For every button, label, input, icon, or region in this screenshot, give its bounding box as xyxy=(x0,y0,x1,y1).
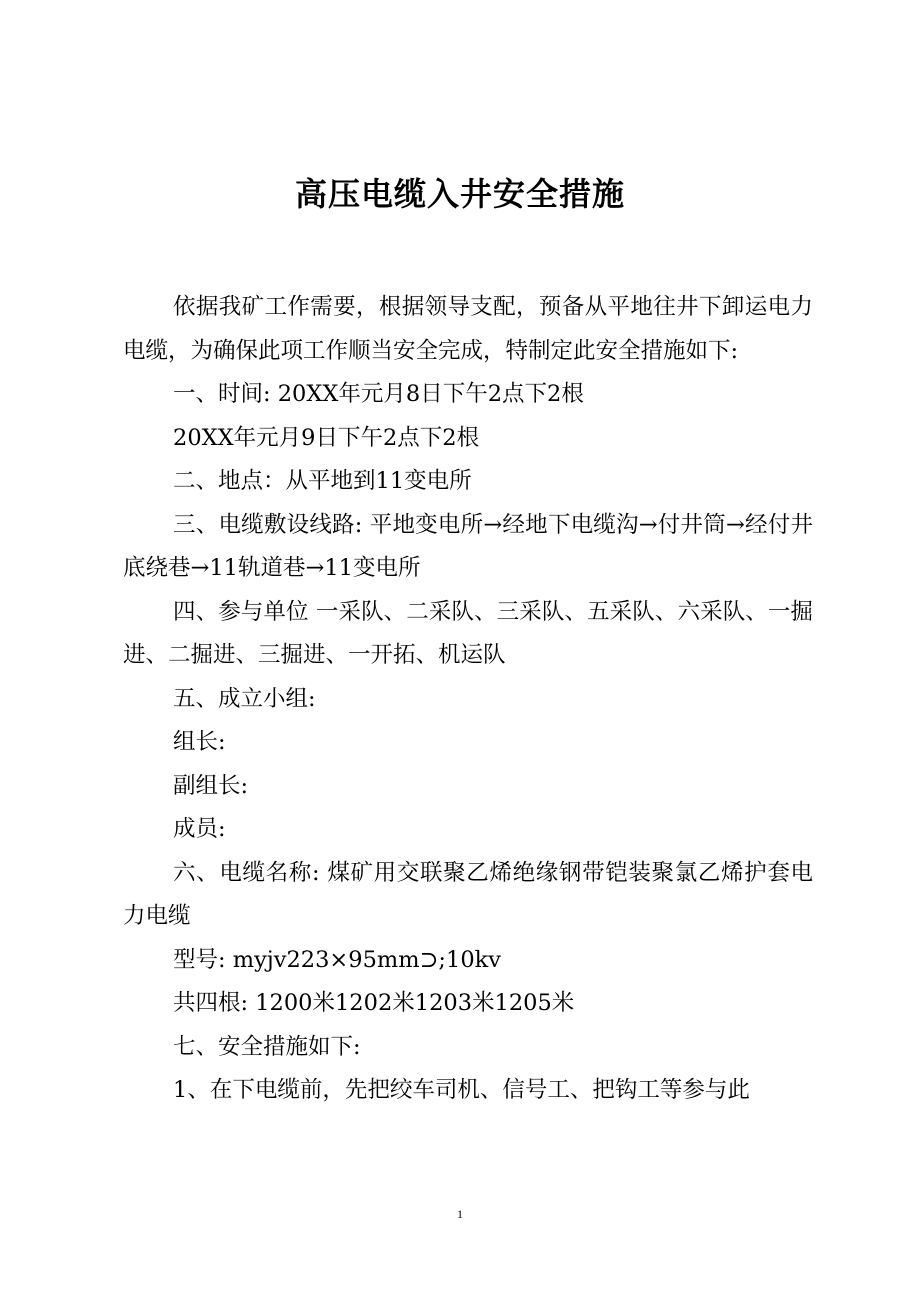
paragraph-safety-heading: 七、安全措施如下: xyxy=(173,1033,361,1060)
document-body xyxy=(123,286,813,1113)
paragraph-location: 二、地点：从平地到11变电所 xyxy=(173,468,472,494)
paragraph-leader: 组长: xyxy=(173,729,226,755)
paragraph-deputy-leader: 副组长: xyxy=(173,772,249,799)
paragraph-time-2: 20XX年元月9日下午2点下2根 xyxy=(173,424,480,451)
page-number: 1 xyxy=(457,1207,463,1221)
document-title: 高压电缆入井安全措施 xyxy=(294,175,625,213)
paragraph-route: 三、电缆敷设线路: 平地变电所→经地下电缆沟→付井筒→经付井底绕巷→11轨道巷→11变电所 xyxy=(123,511,813,581)
paragraph-members: 成员: xyxy=(173,816,226,842)
paragraph-lengths: 共四根: 1200米1202米1203米1205米 xyxy=(173,990,575,1016)
paragraph-units: 四、参与单位 一采队、二采队、三采队、五采队、六采队、一掘进、二掘进、三掘进、一开拓、机运队 xyxy=(123,598,813,668)
paragraph-time: 一、时间: 20XX年元月8日下午2点下2根 xyxy=(173,381,584,407)
paragraph-safety-item-1: 1、在下电缆前，先把绞车司机、信号工、把钩工等参与此 xyxy=(173,1077,750,1103)
paragraph-model: 型号: myjv223×95mm⊃;10kv xyxy=(173,946,501,973)
paragraph-cable-name: 六、电缆名称: 煤矿用交联聚乙烯绝缘钢带铠装聚氯乙烯护套电力电缆 xyxy=(123,859,813,929)
paragraph-group: 五、成立小组: xyxy=(173,685,316,712)
paragraph-intro: 依据我矿工作需要，根据领导支配，预备从平地往井下卸运电力电缆，为确保此项工作顺当安全完成，特制定此安全措施如下: xyxy=(123,294,813,364)
